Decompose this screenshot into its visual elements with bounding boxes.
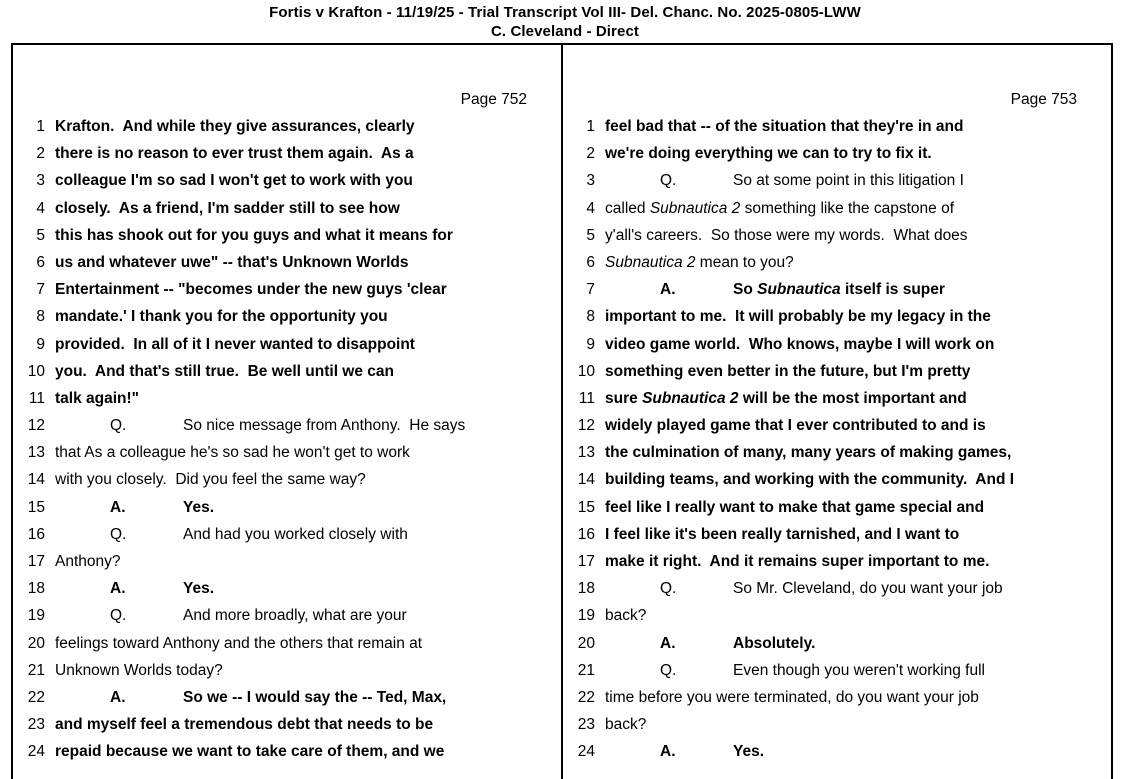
line-number: 24 bbox=[27, 743, 45, 761]
line-number: 7 bbox=[586, 281, 595, 299]
line-number: 18 bbox=[27, 580, 45, 598]
line-text bbox=[55, 439, 410, 466]
line-text bbox=[605, 684, 979, 711]
line-text bbox=[605, 548, 989, 575]
text-segment: Yes. bbox=[183, 498, 215, 516]
transcript-line bbox=[563, 276, 1111, 303]
transcript-line bbox=[563, 602, 1111, 629]
line-text bbox=[605, 602, 646, 629]
line-text bbox=[55, 521, 408, 548]
speaker-marker: Q. bbox=[110, 607, 127, 625]
line-text bbox=[605, 249, 794, 276]
line-text bbox=[55, 140, 414, 167]
transcript-line bbox=[13, 331, 561, 358]
transcript-line bbox=[563, 303, 1111, 330]
line-text bbox=[55, 276, 447, 303]
line-number: 16 bbox=[577, 525, 595, 543]
transcript-line bbox=[563, 358, 1111, 385]
line-number: 14 bbox=[577, 471, 595, 489]
line-number: 4 bbox=[36, 199, 45, 217]
transcript-line bbox=[13, 303, 561, 330]
transcript-line bbox=[13, 195, 561, 222]
transcript-page-752 bbox=[13, 45, 563, 779]
line-text bbox=[55, 167, 413, 194]
transcript-line bbox=[563, 738, 1111, 765]
transcript-line bbox=[563, 113, 1111, 140]
speaker-marker: Q. bbox=[660, 661, 677, 679]
line-text bbox=[605, 738, 764, 765]
speaker-marker: A. bbox=[660, 281, 676, 299]
text-segment: Subnautica 2 bbox=[642, 389, 739, 407]
text-segment: there is no reason to ever trust them again. As a bbox=[55, 145, 414, 163]
speaker-marker: Q. bbox=[110, 525, 127, 543]
line-text bbox=[605, 439, 1011, 466]
line-number: 11 bbox=[578, 389, 595, 407]
line-text bbox=[605, 466, 1014, 493]
line-text bbox=[55, 602, 407, 629]
text-segment: we're doing everything we can to try to fix it. bbox=[605, 145, 932, 163]
transcript-line bbox=[13, 358, 561, 385]
speaker-marker: A. bbox=[110, 580, 126, 598]
text-segment: So bbox=[733, 281, 758, 299]
text-segment: itself is super bbox=[840, 281, 945, 299]
line-text bbox=[55, 630, 422, 657]
line-number: 10 bbox=[577, 362, 595, 380]
line-text bbox=[605, 195, 954, 222]
transcript-line bbox=[563, 167, 1111, 194]
transcript-line bbox=[13, 276, 561, 303]
line-number: 15 bbox=[577, 498, 595, 516]
line-text bbox=[605, 630, 815, 657]
text-segment: repaid because we want to take care of them, and we bbox=[55, 743, 445, 761]
line-number: 5 bbox=[36, 226, 45, 244]
line-number: 20 bbox=[577, 634, 595, 652]
line-number: 5 bbox=[586, 226, 595, 244]
text-segment: this has shook out for you guys and what it means for bbox=[55, 226, 453, 244]
document-header bbox=[0, 0, 1130, 41]
transcript-line bbox=[13, 140, 561, 167]
transcript-line bbox=[563, 521, 1111, 548]
transcript-line bbox=[563, 222, 1111, 249]
transcript-line bbox=[13, 738, 561, 765]
line-number: 15 bbox=[27, 498, 45, 516]
line-text bbox=[605, 385, 967, 412]
line-text bbox=[605, 521, 959, 548]
line-text bbox=[605, 276, 945, 303]
text-segment: something even better in the future, but I'm pretty bbox=[605, 362, 971, 380]
line-text bbox=[605, 575, 1003, 602]
text-segment: mandate.' I thank you for the opportunity you bbox=[55, 308, 388, 326]
line-text bbox=[55, 331, 415, 358]
line-number: 18 bbox=[577, 580, 595, 598]
line-number: 17 bbox=[577, 553, 595, 570]
text-segment: feelings toward Anthony and the others that remain at bbox=[55, 634, 423, 652]
text-segment: called bbox=[605, 199, 650, 217]
transcript-line bbox=[13, 439, 561, 466]
line-number: 9 bbox=[36, 335, 45, 353]
line-number: 2 bbox=[586, 145, 595, 163]
transcript-line bbox=[563, 439, 1111, 466]
line-number: 9 bbox=[586, 335, 595, 353]
transcript-line bbox=[13, 548, 561, 575]
text-segment: Subnautica 2 bbox=[649, 199, 741, 217]
line-number: 23 bbox=[27, 716, 45, 734]
transcript-line bbox=[563, 548, 1111, 575]
line-text bbox=[55, 222, 453, 249]
text-segment: time before you were terminated, do you want your job bbox=[605, 688, 979, 706]
transcript-line bbox=[563, 195, 1111, 222]
line-number: 6 bbox=[586, 253, 595, 271]
text-segment: back? bbox=[605, 607, 647, 625]
line-number: 13 bbox=[577, 444, 595, 462]
line-text bbox=[55, 385, 139, 412]
line-number: 8 bbox=[36, 308, 45, 326]
line-number: 2 bbox=[36, 145, 45, 163]
line-text bbox=[605, 494, 984, 521]
text-segment: important to me. It will probably be my legacy in the bbox=[605, 308, 991, 326]
transcript-line bbox=[13, 602, 561, 629]
line-text bbox=[55, 684, 446, 711]
line-number: 3 bbox=[586, 172, 595, 190]
transcript-line bbox=[13, 657, 561, 684]
line-text bbox=[55, 657, 223, 684]
transcript-line bbox=[563, 412, 1111, 439]
line-text bbox=[605, 711, 646, 738]
line-number: 8 bbox=[586, 308, 595, 326]
line-number: 24 bbox=[577, 743, 595, 761]
line-text bbox=[55, 738, 444, 765]
speaker-marker: Q. bbox=[660, 172, 677, 190]
text-segment: Entertainment -- "becomes under the new guys 'clear bbox=[55, 281, 447, 299]
line-text bbox=[55, 113, 415, 140]
line-number: 21 bbox=[577, 661, 595, 679]
text-segment: Subnautica bbox=[757, 281, 841, 299]
text-segment: Unknown Worlds today? bbox=[55, 661, 223, 679]
line-number: 1 bbox=[36, 118, 45, 135]
line-number: 12 bbox=[577, 417, 595, 435]
text-segment: And had you worked closely with bbox=[183, 525, 408, 543]
transcript-line bbox=[13, 630, 561, 657]
pages-container bbox=[11, 43, 1113, 779]
text-segment: And more broadly, what are your bbox=[183, 607, 407, 625]
line-number: 22 bbox=[27, 688, 45, 706]
line-text bbox=[605, 167, 964, 194]
line-text bbox=[605, 331, 994, 358]
line-number: 16 bbox=[27, 525, 45, 543]
text-segment: feel bad that -- of the situation that they're in and bbox=[605, 118, 964, 135]
line-text bbox=[55, 195, 400, 222]
transcript-line bbox=[563, 494, 1111, 521]
line-number: 20 bbox=[27, 634, 45, 652]
speaker-marker: A. bbox=[110, 688, 126, 706]
transcript-line bbox=[13, 575, 561, 602]
line-number: 13 bbox=[27, 444, 45, 462]
text-segment: provided. In all of it I never wanted to disappoint bbox=[55, 335, 415, 353]
line-number: 21 bbox=[27, 661, 45, 679]
speaker-marker: A. bbox=[660, 743, 676, 761]
text-segment: Yes. bbox=[733, 743, 765, 761]
line-text bbox=[55, 466, 366, 493]
transcript-line bbox=[13, 167, 561, 194]
text-segment: y'all's careers. So those were my words. What does bbox=[605, 226, 968, 244]
line-number: 19 bbox=[27, 607, 45, 625]
line-text bbox=[605, 113, 963, 140]
text-segment: and myself feel a tremendous debt that needs to be bbox=[55, 716, 434, 734]
transcript-line bbox=[13, 494, 561, 521]
transcript-line bbox=[563, 684, 1111, 711]
speaker-marker: A. bbox=[110, 498, 126, 516]
line-text bbox=[55, 711, 433, 738]
line-text bbox=[55, 548, 121, 575]
page-lines bbox=[13, 113, 561, 766]
line-text bbox=[605, 358, 970, 385]
line-number: 22 bbox=[577, 688, 595, 706]
text-segment: colleague I'm so sad I won't get to work with you bbox=[55, 172, 413, 190]
transcript-page-753 bbox=[563, 45, 1111, 779]
line-number: 7 bbox=[36, 281, 45, 299]
line-text bbox=[55, 249, 409, 276]
text-segment: with you closely. Did you feel the same way? bbox=[55, 471, 366, 489]
line-text bbox=[55, 303, 388, 330]
line-number: 11 bbox=[28, 389, 45, 407]
text-segment: us and whatever uwe" -- that's Unknown Worlds bbox=[55, 253, 409, 271]
text-segment: video game world. Who knows, maybe I will work on bbox=[605, 335, 995, 353]
transcript-line bbox=[563, 140, 1111, 167]
transcript-line bbox=[13, 249, 561, 276]
line-number: 19 bbox=[577, 607, 595, 625]
transcript-line bbox=[563, 711, 1111, 738]
transcript-line bbox=[13, 711, 561, 738]
transcript-line bbox=[13, 521, 561, 548]
text-segment: So nice message from Anthony. He says bbox=[183, 417, 466, 435]
text-segment: make it right. And it remains super important to me. bbox=[605, 553, 990, 570]
text-segment: the culmination of many, many years of making games, bbox=[605, 444, 1012, 462]
text-segment: widely played game that I ever contributed to and is bbox=[605, 417, 986, 435]
text-segment: Absolutely. bbox=[733, 634, 816, 652]
text-segment: will be the most important and bbox=[738, 389, 967, 407]
line-text bbox=[55, 575, 214, 602]
text-segment: back? bbox=[605, 716, 647, 734]
line-text bbox=[605, 303, 991, 330]
transcript-line bbox=[563, 249, 1111, 276]
transcript-line bbox=[563, 657, 1111, 684]
line-number: 1 bbox=[586, 118, 595, 135]
line-text bbox=[605, 657, 985, 684]
text-segment: feel like I really want to make that game special and bbox=[605, 498, 985, 516]
witness-caption: C. Cleveland - Direct bbox=[491, 23, 639, 40]
text-segment: Krafton. And while they give assurances, clearly bbox=[55, 118, 415, 135]
line-number: 10 bbox=[27, 362, 45, 380]
case-caption: Fortis v Krafton - 11/19/25 - Trial Transcript Vol III- Del. Chanc. No. 2025-0805-LWW bbox=[269, 4, 861, 21]
text-segment: So we -- I would say the -- Ted, Max, bbox=[183, 688, 447, 706]
transcript-line bbox=[563, 331, 1111, 358]
text-segment: Subnautica 2 bbox=[605, 253, 696, 271]
transcript-line bbox=[563, 575, 1111, 602]
transcript-line bbox=[13, 222, 561, 249]
transcript-line bbox=[563, 466, 1111, 493]
text-segment: Yes. bbox=[183, 580, 215, 598]
transcript-line bbox=[13, 466, 561, 493]
speaker-marker: A. bbox=[660, 634, 676, 652]
transcript-line bbox=[13, 684, 561, 711]
page-number-label: Page 752 bbox=[460, 91, 527, 108]
text-segment: So Mr. Cleveland, do you want your job bbox=[733, 580, 1003, 598]
line-text bbox=[605, 222, 968, 249]
line-text bbox=[55, 412, 465, 439]
text-segment: that As a colleague he's so sad he won't get to work bbox=[55, 444, 410, 462]
text-segment: Even though you weren't working full bbox=[733, 661, 985, 679]
page-number-label: Page 753 bbox=[1010, 91, 1077, 108]
text-segment: mean to you? bbox=[695, 253, 794, 271]
line-number: 6 bbox=[36, 253, 45, 271]
line-text bbox=[55, 494, 214, 521]
transcript-line bbox=[563, 385, 1111, 412]
transcript-line bbox=[13, 113, 561, 140]
line-text bbox=[605, 412, 986, 439]
text-segment: you. And that's still true. Be well until we can bbox=[55, 362, 394, 380]
text-segment: talk again!" bbox=[55, 389, 140, 407]
text-segment: I feel like it's been really tarnished, and I want to bbox=[605, 525, 960, 543]
page-lines bbox=[563, 113, 1111, 766]
line-number: 14 bbox=[27, 471, 45, 489]
line-number: 17 bbox=[27, 553, 45, 570]
text-segment: closely. As a friend, I'm sadder still to see how bbox=[55, 199, 400, 217]
line-text bbox=[55, 358, 394, 385]
text-segment: something like the capstone of bbox=[740, 199, 954, 217]
speaker-marker: Q. bbox=[660, 580, 677, 598]
line-number: 12 bbox=[27, 417, 45, 435]
text-segment: building teams, and working with the community. And I bbox=[605, 471, 1015, 489]
text-segment: sure bbox=[605, 389, 643, 407]
line-text bbox=[605, 140, 932, 167]
text-segment: So at some point in this litigation I bbox=[733, 172, 964, 190]
transcript-line bbox=[13, 385, 561, 412]
transcript-line bbox=[13, 412, 561, 439]
speaker-marker: Q. bbox=[110, 417, 127, 435]
line-number: 23 bbox=[577, 716, 595, 734]
text-segment: Anthony? bbox=[55, 553, 121, 570]
transcript-line bbox=[563, 630, 1111, 657]
line-number: 4 bbox=[586, 199, 595, 217]
line-number: 3 bbox=[36, 172, 45, 190]
